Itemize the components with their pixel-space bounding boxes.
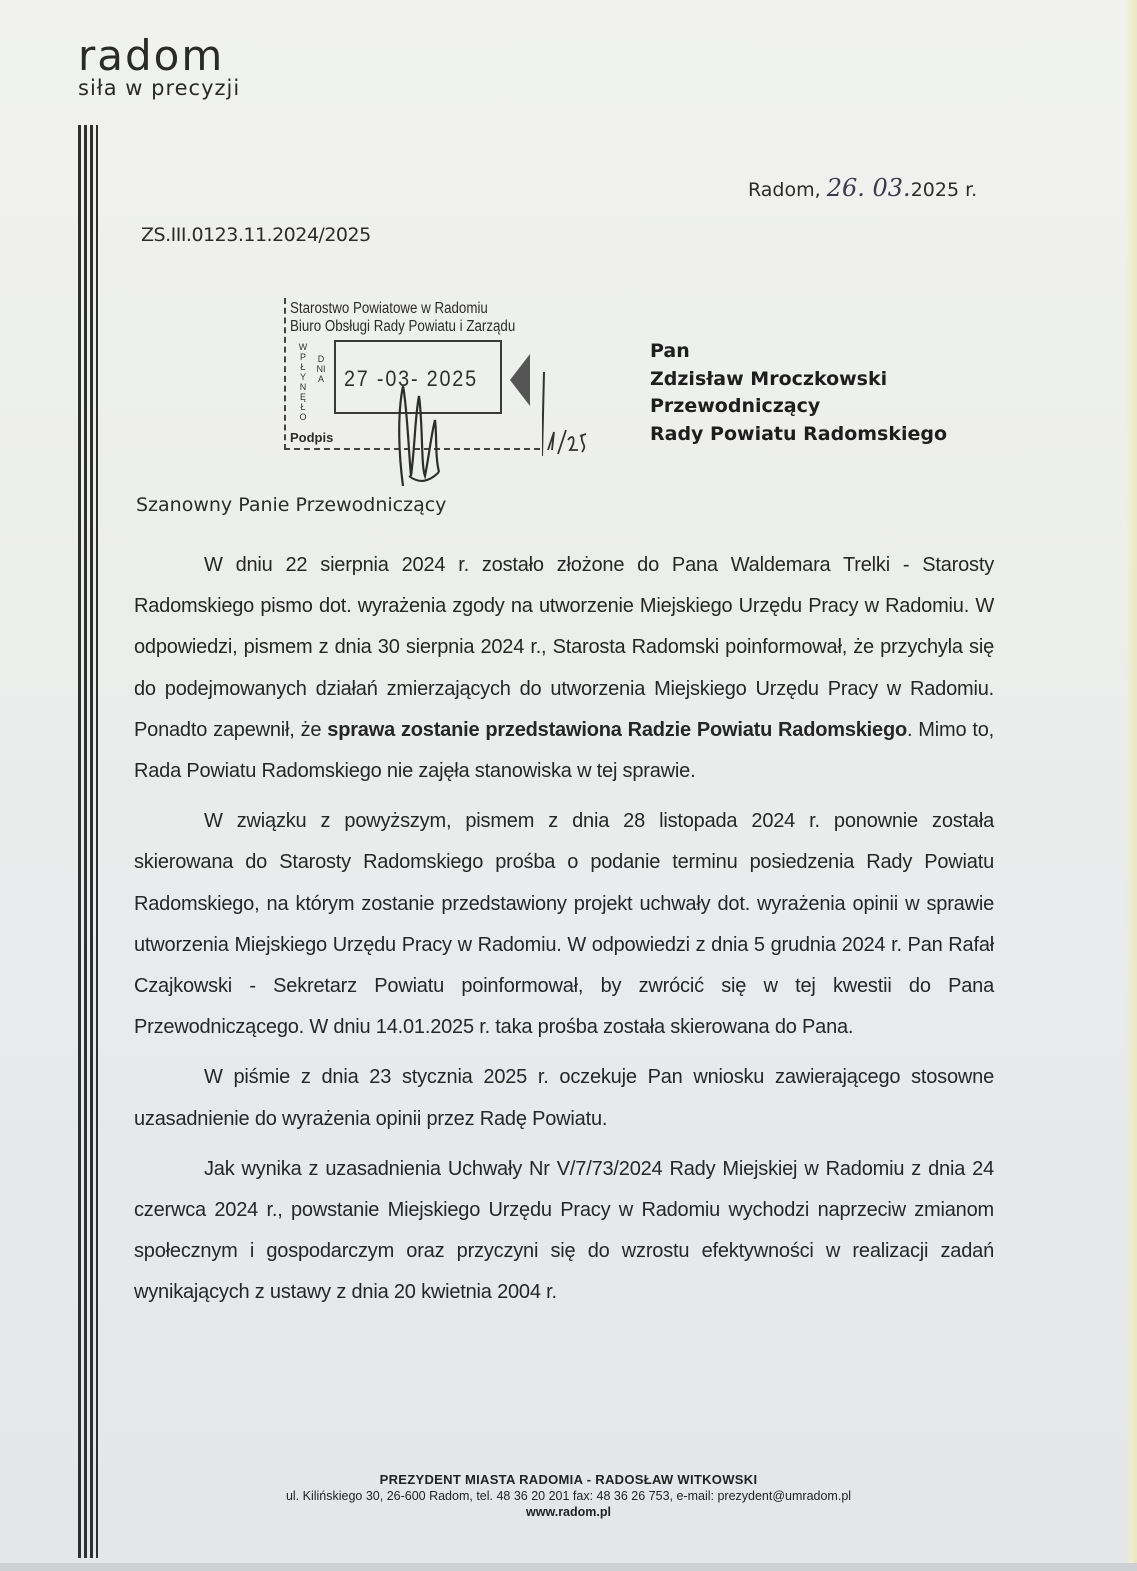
handwritten-date: 26. 03. (826, 174, 911, 202)
logo-wordmark: radom (78, 31, 225, 80)
paragraph-1-bold: sprawa zostanie przedstawiona Radzie Powiatu Radomskiego (327, 718, 907, 741)
radom-logo (78, 31, 241, 100)
logo-tagline: siła w precyzji (78, 76, 241, 100)
stamp-office-line: Starostwo Powiatowe w Radomiu (290, 300, 488, 317)
stamp-signature-label: Podpis (290, 430, 334, 445)
footer-website[interactable]: www.radom.pl (526, 1505, 611, 1519)
addressee-position: Przewodniczący (650, 395, 821, 417)
stamp-date: 27 -03- 2025 (344, 366, 478, 391)
reference-number: ZS.III.0123.11.2024/2025 (141, 224, 371, 246)
addressee-title: Pan (650, 340, 690, 362)
paragraph-1 (134, 545, 994, 792)
addressee-institution: Rady Powiatu Radomskiego (650, 422, 948, 445)
stamp-received-label: WPŁYNĘŁO (298, 342, 308, 422)
addressee-name: Zdzisław Mroczkowski (650, 367, 888, 390)
paragraph-4: Jak wynika z uzasadnienia Uchwały Nr V/7/73/2024 Rady Miejskiej w Radomiu z dnia 24 czerwca 2024 r., powstanie Miejskiego Urzędu Pracy w Radomiu wychodzi naprzeciw zmianom społecznym i gospodarczym oraz przyczyni się do wzrostu efektywności w realizacji zadań wynikających z ustawy z dnia 20 kwietnia 2004 r. (134, 1157, 994, 1304)
stamp-department-line: Biuro Obsługi Rady Powiatu i Zarządu (290, 318, 516, 335)
date-year: 2025 r. (910, 179, 978, 201)
paper-edge-right (1125, 0, 1137, 1571)
date-place: Radom, (748, 179, 821, 201)
paragraph-1-text-end: . Mimo to, Rada Powiatu Radomskiego nie zajęła stanowiska w tej sprawie. (134, 718, 994, 783)
date-line (748, 174, 977, 202)
addressee-block (650, 338, 947, 448)
letterhead-decorative-bars (78, 125, 104, 1558)
handwritten-note-icon (542, 370, 590, 460)
signature-scribble-icon (389, 376, 449, 496)
stamp-day-label: DNIA (316, 354, 326, 384)
letter-footer (0, 1472, 1137, 1519)
paragraph-3: W piśmie z dnia 23 stycznia 2025 r. oczekuje Pan wniosku zawierającego stosowne uzasadnienie do wyrażenia opinii przez Radę Powiatu. (134, 1066, 994, 1130)
received-stamp (284, 298, 540, 450)
paper-edge-bottom (0, 1563, 1137, 1571)
stamp-arrow-icon (510, 354, 530, 406)
letter-body (134, 545, 994, 1323)
paragraph-1-text: W dniu 22 sierpnia 2024 r. zostało złożone do Pana Waldemara Trelki - Starosty Radomskiego pismo dot. wyrażenia zgody na utworzenie Miejskiego Urzędu Pracy w Radomiu. W odpowiedzi, pismem z dnia 30 sierpnia 2024 r., Starosta Radomski poinformował, że przychyla się do podejmowanych działań zmierzających do utworzenia Miejskiego Urzędu Pracy w Radomiu. Ponadto zapewnił, że (134, 554, 994, 741)
footer-contact: ul. Kilińskiego 30, 26-600 Radom, tel. 48 36 20 201 fax: 48 36 26 753, e-mail: prezydent@umradom.pl (285, 1489, 852, 1503)
footer-title: PREZYDENT MIASTA RADOMIA - RADOSŁAW WITKOWSKI (379, 1472, 758, 1487)
salutation: Szanowny Panie Przewodniczący (136, 494, 447, 516)
paragraph-2: W związku z powyższym, pismem z dnia 28 listopada 2024 r. ponownie została skierowana do Starosty Radomskiego prośba o podanie terminu posiedzenia Rady Powiatu Radomskiego, na którym zostanie przedstawiony projekt uchwały dot. wyrażenia opinii w sprawie utworzenia Miejskiego Urzędu Pracy w Radomiu. W odpowiedzi z dnia 5 grudnia 2024 r. Pan Rafał Czajkowski - Sekretarz Powiatu poinformował, by zwrócić się w tej kwestii do Pana Przewodniczącego. W dniu 14.01.2025 r. taka prośba została skierowana do Pana. (134, 810, 994, 1039)
